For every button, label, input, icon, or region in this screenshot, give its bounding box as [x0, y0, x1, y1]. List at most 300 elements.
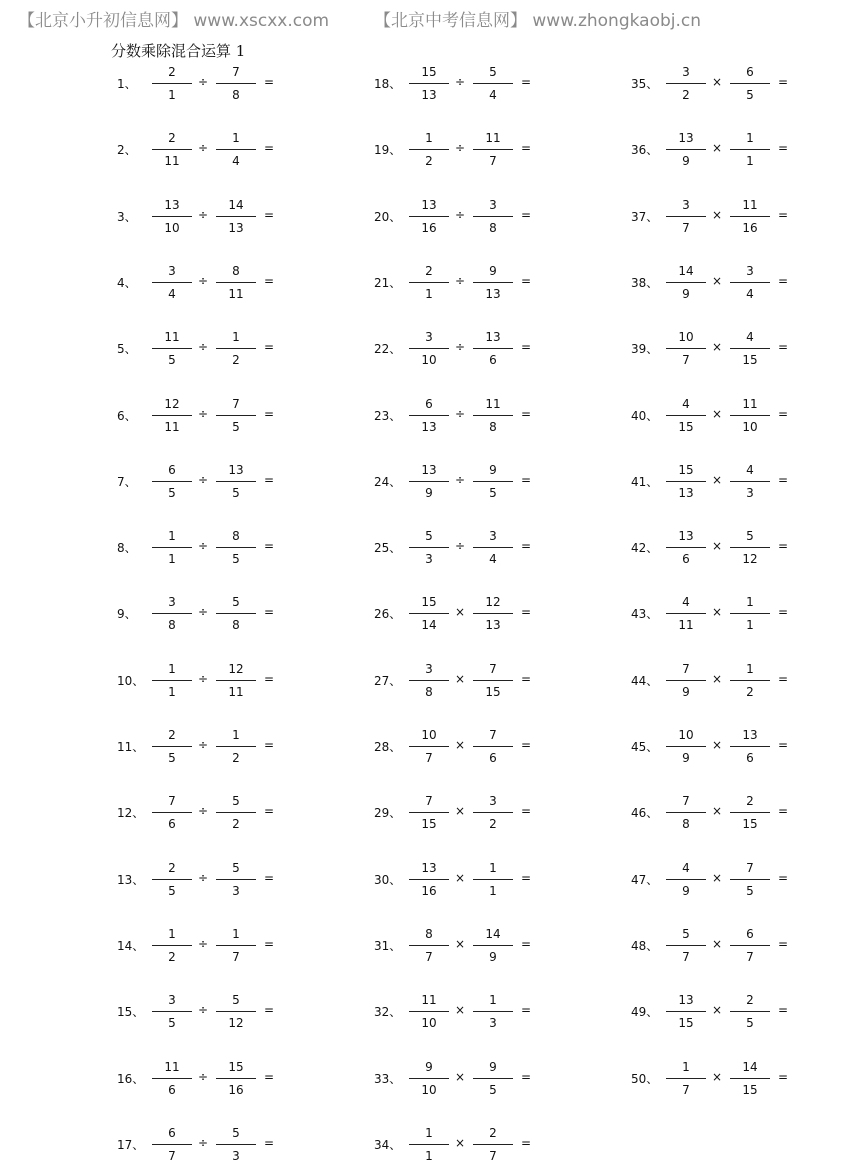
operator: ×	[711, 671, 723, 686]
numerator: 12	[485, 595, 501, 610]
second-fraction	[216, 990, 256, 1038]
fraction-bar	[730, 348, 770, 349]
fraction-bar	[666, 216, 706, 217]
numerator: 1	[232, 926, 240, 941]
second-fraction	[473, 327, 513, 375]
equals-sign: =	[264, 936, 275, 951]
numerator: 15	[678, 462, 694, 477]
equals-sign: =	[264, 671, 275, 686]
problem-36	[631, 128, 865, 176]
operator: ×	[711, 605, 723, 620]
operator: ÷	[197, 605, 209, 620]
first-fraction	[666, 990, 706, 1038]
denominator: 16	[742, 220, 758, 235]
denominator: 3	[425, 552, 433, 567]
problem-number: 45、	[631, 740, 659, 754]
fraction-bar	[473, 812, 513, 813]
problem-5	[117, 327, 367, 375]
operator: ÷	[197, 273, 209, 288]
numerator: 6	[168, 462, 176, 477]
fraction-bar	[473, 1144, 513, 1145]
first-fraction	[409, 128, 449, 176]
problem-30	[374, 858, 624, 906]
second-fraction	[730, 394, 770, 442]
numerator: 13	[421, 462, 437, 477]
denominator: 7	[682, 949, 690, 964]
numerator: 1	[232, 330, 240, 345]
fraction-bar	[409, 1078, 449, 1079]
fraction-bar	[473, 1078, 513, 1079]
problem-11	[117, 725, 367, 773]
first-fraction	[409, 62, 449, 110]
numerator: 10	[678, 728, 694, 742]
fraction-bar	[216, 83, 256, 84]
fraction-bar	[730, 216, 770, 217]
first-fraction	[409, 659, 449, 707]
second-fraction	[216, 791, 256, 839]
numerator: 13	[678, 529, 694, 544]
second-fraction	[730, 62, 770, 110]
fraction-bar	[152, 680, 192, 681]
denominator: 3	[232, 883, 240, 898]
problem-number: 7、	[117, 474, 137, 489]
numerator: 14	[742, 1059, 758, 1074]
fraction-bar	[473, 945, 513, 946]
denominator: 6	[489, 751, 497, 765]
denominator: 9	[489, 949, 497, 964]
numerator: 13	[678, 131, 694, 146]
problem-number: 49、	[631, 1005, 659, 1020]
numerator: 7	[232, 65, 240, 79]
problem-15	[117, 990, 367, 1038]
operator: ÷	[197, 472, 209, 487]
first-fraction	[409, 1123, 449, 1171]
numerator: 10	[421, 728, 437, 742]
problem-4	[117, 261, 367, 309]
first-fraction	[152, 261, 192, 309]
numerator: 13	[228, 462, 244, 477]
numerator: 13	[485, 330, 501, 345]
first-fraction	[409, 791, 449, 839]
numerator: 2	[425, 263, 433, 278]
problem-number: 9、	[117, 607, 137, 622]
first-fraction	[152, 460, 192, 508]
fraction-bar	[409, 282, 449, 283]
first-fraction	[666, 128, 706, 176]
problem-number: 44、	[631, 673, 659, 688]
problem-number: 8、	[117, 541, 137, 556]
denominator: 5	[232, 552, 240, 567]
fraction-bar	[666, 415, 706, 416]
operator: ÷	[197, 936, 209, 951]
equals-sign: =	[521, 804, 532, 819]
equals-sign: =	[521, 738, 532, 752]
denominator: 1	[425, 286, 433, 301]
problem-number: 30、	[374, 872, 402, 887]
problem-18	[374, 62, 624, 110]
denominator: 5	[746, 1016, 754, 1031]
first-fraction	[666, 791, 706, 839]
problem-35	[631, 62, 865, 110]
operator: ×	[711, 936, 723, 951]
first-fraction	[409, 460, 449, 508]
problem-number: 14、	[117, 938, 145, 953]
numerator: 11	[485, 131, 501, 146]
numerator: 11	[742, 197, 758, 212]
fraction-bar	[216, 149, 256, 150]
problem-17	[117, 1123, 367, 1171]
problem-number: 43、	[631, 607, 659, 622]
problem-number: 23、	[374, 408, 402, 423]
problem-number: 25、	[374, 541, 402, 556]
second-fraction	[473, 990, 513, 1038]
equals-sign: =	[778, 539, 789, 554]
fraction-bar	[409, 547, 449, 548]
second-fraction	[473, 460, 513, 508]
denominator: 2	[232, 751, 240, 765]
fraction-bar	[216, 1078, 256, 1079]
numerator: 4	[746, 462, 754, 477]
numerator: 2	[168, 860, 176, 875]
equals-sign: =	[264, 340, 275, 355]
numerator: 4	[682, 860, 690, 875]
denominator: 13	[421, 419, 437, 434]
problem-number: 12、	[117, 806, 145, 821]
fraction-bar	[666, 1078, 706, 1079]
fraction-bar	[473, 680, 513, 681]
problem-number: 37、	[631, 209, 659, 224]
numerator: 3	[489, 197, 497, 212]
operator: ×	[711, 141, 723, 156]
second-fraction	[216, 327, 256, 375]
fraction-bar	[730, 879, 770, 880]
numerator: 2	[168, 65, 176, 79]
denominator: 15	[421, 817, 437, 832]
numerator: 13	[421, 860, 437, 875]
fraction-bar	[730, 282, 770, 283]
denominator: 1	[168, 684, 176, 699]
first-fraction	[152, 725, 192, 773]
problem-21	[374, 261, 624, 309]
fraction-bar	[409, 746, 449, 747]
first-fraction	[409, 924, 449, 972]
numerator: 7	[489, 661, 497, 676]
first-fraction	[409, 261, 449, 309]
fraction-bar	[730, 1078, 770, 1079]
problem-43	[631, 592, 865, 640]
numerator: 5	[232, 860, 240, 875]
equals-sign: =	[778, 671, 789, 686]
second-fraction	[473, 261, 513, 309]
equals-sign: =	[521, 539, 532, 554]
numerator: 4	[682, 396, 690, 411]
first-fraction	[409, 725, 449, 773]
operator: ÷	[454, 340, 466, 355]
second-fraction	[216, 460, 256, 508]
problem-16	[117, 1057, 367, 1105]
fraction-bar	[473, 83, 513, 84]
denominator: 16	[228, 1082, 244, 1097]
second-fraction	[216, 128, 256, 176]
numerator: 4	[682, 595, 690, 610]
equals-sign: =	[521, 273, 532, 288]
first-fraction	[666, 394, 706, 442]
denominator: 13	[485, 286, 501, 301]
second-fraction	[730, 261, 770, 309]
fraction-bar	[666, 547, 706, 548]
problem-number: 26、	[374, 607, 402, 622]
numerator: 1	[489, 993, 497, 1008]
numerator: 2	[489, 1125, 497, 1140]
denominator: 15	[485, 684, 501, 699]
fraction-bar	[409, 1144, 449, 1145]
fraction-bar	[216, 415, 256, 416]
problem-46	[631, 791, 865, 839]
fraction-bar	[152, 746, 192, 747]
numerator: 3	[682, 65, 690, 79]
fraction-bar	[666, 812, 706, 813]
second-fraction	[730, 990, 770, 1038]
denominator: 5	[168, 751, 176, 765]
problem-40	[631, 394, 865, 442]
denominator: 9	[682, 751, 690, 765]
numerator: 7	[168, 794, 176, 809]
denominator: 16	[421, 220, 437, 235]
numerator: 1	[168, 529, 176, 544]
numerator: 3	[425, 661, 433, 676]
operator: ×	[454, 1135, 466, 1150]
denominator: 2	[489, 817, 497, 832]
fraction-bar	[409, 415, 449, 416]
numerator: 3	[682, 197, 690, 212]
equals-sign: =	[521, 340, 532, 355]
operator: ÷	[197, 406, 209, 421]
numerator: 9	[489, 462, 497, 477]
problem-number: 40、	[631, 408, 659, 423]
header-site-xscxx: 【北京小升初信息网】 www.xscxx.com	[18, 11, 330, 31]
problem-14	[117, 924, 367, 972]
second-fraction	[216, 725, 256, 773]
denominator: 15	[742, 353, 758, 368]
problem-number: 36、	[631, 143, 659, 158]
denominator: 7	[682, 220, 690, 235]
problem-1	[117, 62, 367, 110]
equals-sign: =	[264, 273, 275, 288]
operator: ×	[454, 936, 466, 951]
equals-sign: =	[264, 406, 275, 421]
second-fraction	[473, 526, 513, 574]
operator: ×	[454, 1069, 466, 1084]
numerator: 13	[421, 197, 437, 212]
numerator: 14	[485, 926, 501, 941]
numerator: 2	[168, 728, 176, 742]
equals-sign: =	[778, 936, 789, 951]
equals-sign: =	[264, 738, 275, 752]
fraction-bar	[216, 812, 256, 813]
numerator: 15	[228, 1059, 244, 1074]
numerator: 2	[746, 794, 754, 809]
first-fraction	[666, 659, 706, 707]
numerator: 12	[164, 396, 180, 411]
fraction-bar	[473, 547, 513, 548]
denominator: 2	[232, 817, 240, 832]
second-fraction	[473, 128, 513, 176]
fraction-bar	[409, 216, 449, 217]
equals-sign: =	[521, 1135, 532, 1150]
fraction-bar	[409, 945, 449, 946]
second-fraction	[473, 592, 513, 640]
first-fraction	[409, 990, 449, 1038]
operator: ×	[454, 1003, 466, 1018]
numerator: 12	[228, 661, 244, 676]
operator: ÷	[197, 671, 209, 686]
fraction-bar	[216, 746, 256, 747]
problem-32	[374, 990, 624, 1038]
fraction-bar	[216, 680, 256, 681]
fraction-bar	[473, 149, 513, 150]
numerator: 3	[168, 263, 176, 278]
first-fraction	[152, 858, 192, 906]
numerator: 3	[168, 993, 176, 1008]
operator: ×	[711, 539, 723, 554]
denominator: 13	[421, 88, 437, 102]
denominator: 8	[232, 88, 240, 102]
operator: ×	[711, 804, 723, 819]
denominator: 7	[746, 949, 754, 964]
denominator: 6	[489, 353, 497, 368]
denominator: 8	[425, 684, 433, 699]
numerator: 1	[746, 661, 754, 676]
first-fraction	[152, 791, 192, 839]
operator: ÷	[454, 539, 466, 554]
fraction-bar	[152, 1011, 192, 1012]
denominator: 8	[682, 817, 690, 832]
denominator: 5	[168, 353, 176, 368]
equals-sign: =	[778, 804, 789, 819]
numerator: 8	[232, 263, 240, 278]
denominator: 8	[489, 220, 497, 235]
second-fraction	[730, 195, 770, 243]
fraction-bar	[666, 348, 706, 349]
problem-50	[631, 1057, 865, 1105]
equals-sign: =	[778, 870, 789, 885]
denominator: 9	[682, 684, 690, 699]
fraction-bar	[152, 945, 192, 946]
operator: ÷	[454, 207, 466, 222]
operator: ×	[454, 671, 466, 686]
denominator: 8	[232, 618, 240, 633]
equals-sign: =	[264, 804, 275, 819]
fraction-bar	[216, 282, 256, 283]
operator: ÷	[197, 1135, 209, 1150]
second-fraction	[730, 327, 770, 375]
numerator: 11	[421, 993, 437, 1008]
fraction-bar	[216, 481, 256, 482]
worksheet-title: 分数乘除混合运算 1	[111, 42, 246, 60]
denominator: 2	[425, 154, 433, 169]
numerator: 7	[425, 794, 433, 809]
denominator: 2	[746, 684, 754, 699]
fraction-bar	[666, 746, 706, 747]
second-fraction	[473, 924, 513, 972]
denominator: 8	[168, 618, 176, 633]
first-fraction	[409, 1057, 449, 1105]
problem-44	[631, 659, 865, 707]
second-fraction	[216, 592, 256, 640]
fraction-bar	[409, 680, 449, 681]
problem-number: 50、	[631, 1071, 659, 1086]
fraction-bar	[152, 613, 192, 614]
fraction-bar	[152, 149, 192, 150]
problem-number: 39、	[631, 342, 659, 357]
fraction-bar	[409, 812, 449, 813]
denominator: 10	[164, 220, 180, 235]
numerator: 5	[682, 926, 690, 941]
fraction-bar	[473, 415, 513, 416]
denominator: 13	[678, 485, 694, 500]
second-fraction	[473, 659, 513, 707]
operator: ÷	[454, 75, 466, 89]
numerator: 5	[232, 1125, 240, 1140]
fraction-bar	[473, 1011, 513, 1012]
problem-29	[374, 791, 624, 839]
denominator: 5	[489, 1082, 497, 1097]
problem-23	[374, 394, 624, 442]
fraction-bar	[216, 216, 256, 217]
fraction-bar	[473, 879, 513, 880]
problem-28	[374, 725, 624, 773]
first-fraction	[409, 858, 449, 906]
equals-sign: =	[778, 75, 789, 89]
first-fraction	[152, 526, 192, 574]
operator: ×	[454, 605, 466, 620]
equals-sign: =	[778, 340, 789, 355]
second-fraction	[473, 791, 513, 839]
fraction-bar	[409, 613, 449, 614]
problem-number: 10、	[117, 673, 145, 688]
operator: ÷	[197, 539, 209, 554]
operator: ×	[711, 406, 723, 421]
fraction-bar	[152, 216, 192, 217]
denominator: 11	[164, 154, 180, 169]
equals-sign: =	[521, 1003, 532, 1018]
denominator: 7	[682, 1082, 690, 1097]
denominator: 1	[746, 154, 754, 169]
problem-number: 34、	[374, 1137, 402, 1152]
denominator: 14	[421, 618, 437, 633]
denominator: 1	[746, 618, 754, 633]
second-fraction	[473, 858, 513, 906]
equals-sign: =	[778, 406, 789, 421]
fraction-bar	[730, 149, 770, 150]
fraction-bar	[666, 282, 706, 283]
denominator: 1	[168, 552, 176, 567]
problem-37	[631, 195, 865, 243]
denominator: 12	[742, 552, 758, 567]
numerator: 5	[489, 65, 497, 79]
equals-sign: =	[778, 1003, 789, 1018]
fraction-bar	[666, 481, 706, 482]
second-fraction	[730, 1057, 770, 1105]
fraction-bar	[730, 1011, 770, 1012]
equals-sign: =	[264, 1003, 275, 1018]
equals-sign: =	[778, 207, 789, 222]
equals-sign: =	[264, 207, 275, 222]
fraction-bar	[730, 945, 770, 946]
fraction-bar	[730, 613, 770, 614]
second-fraction	[473, 1057, 513, 1105]
operator: ×	[711, 1069, 723, 1084]
